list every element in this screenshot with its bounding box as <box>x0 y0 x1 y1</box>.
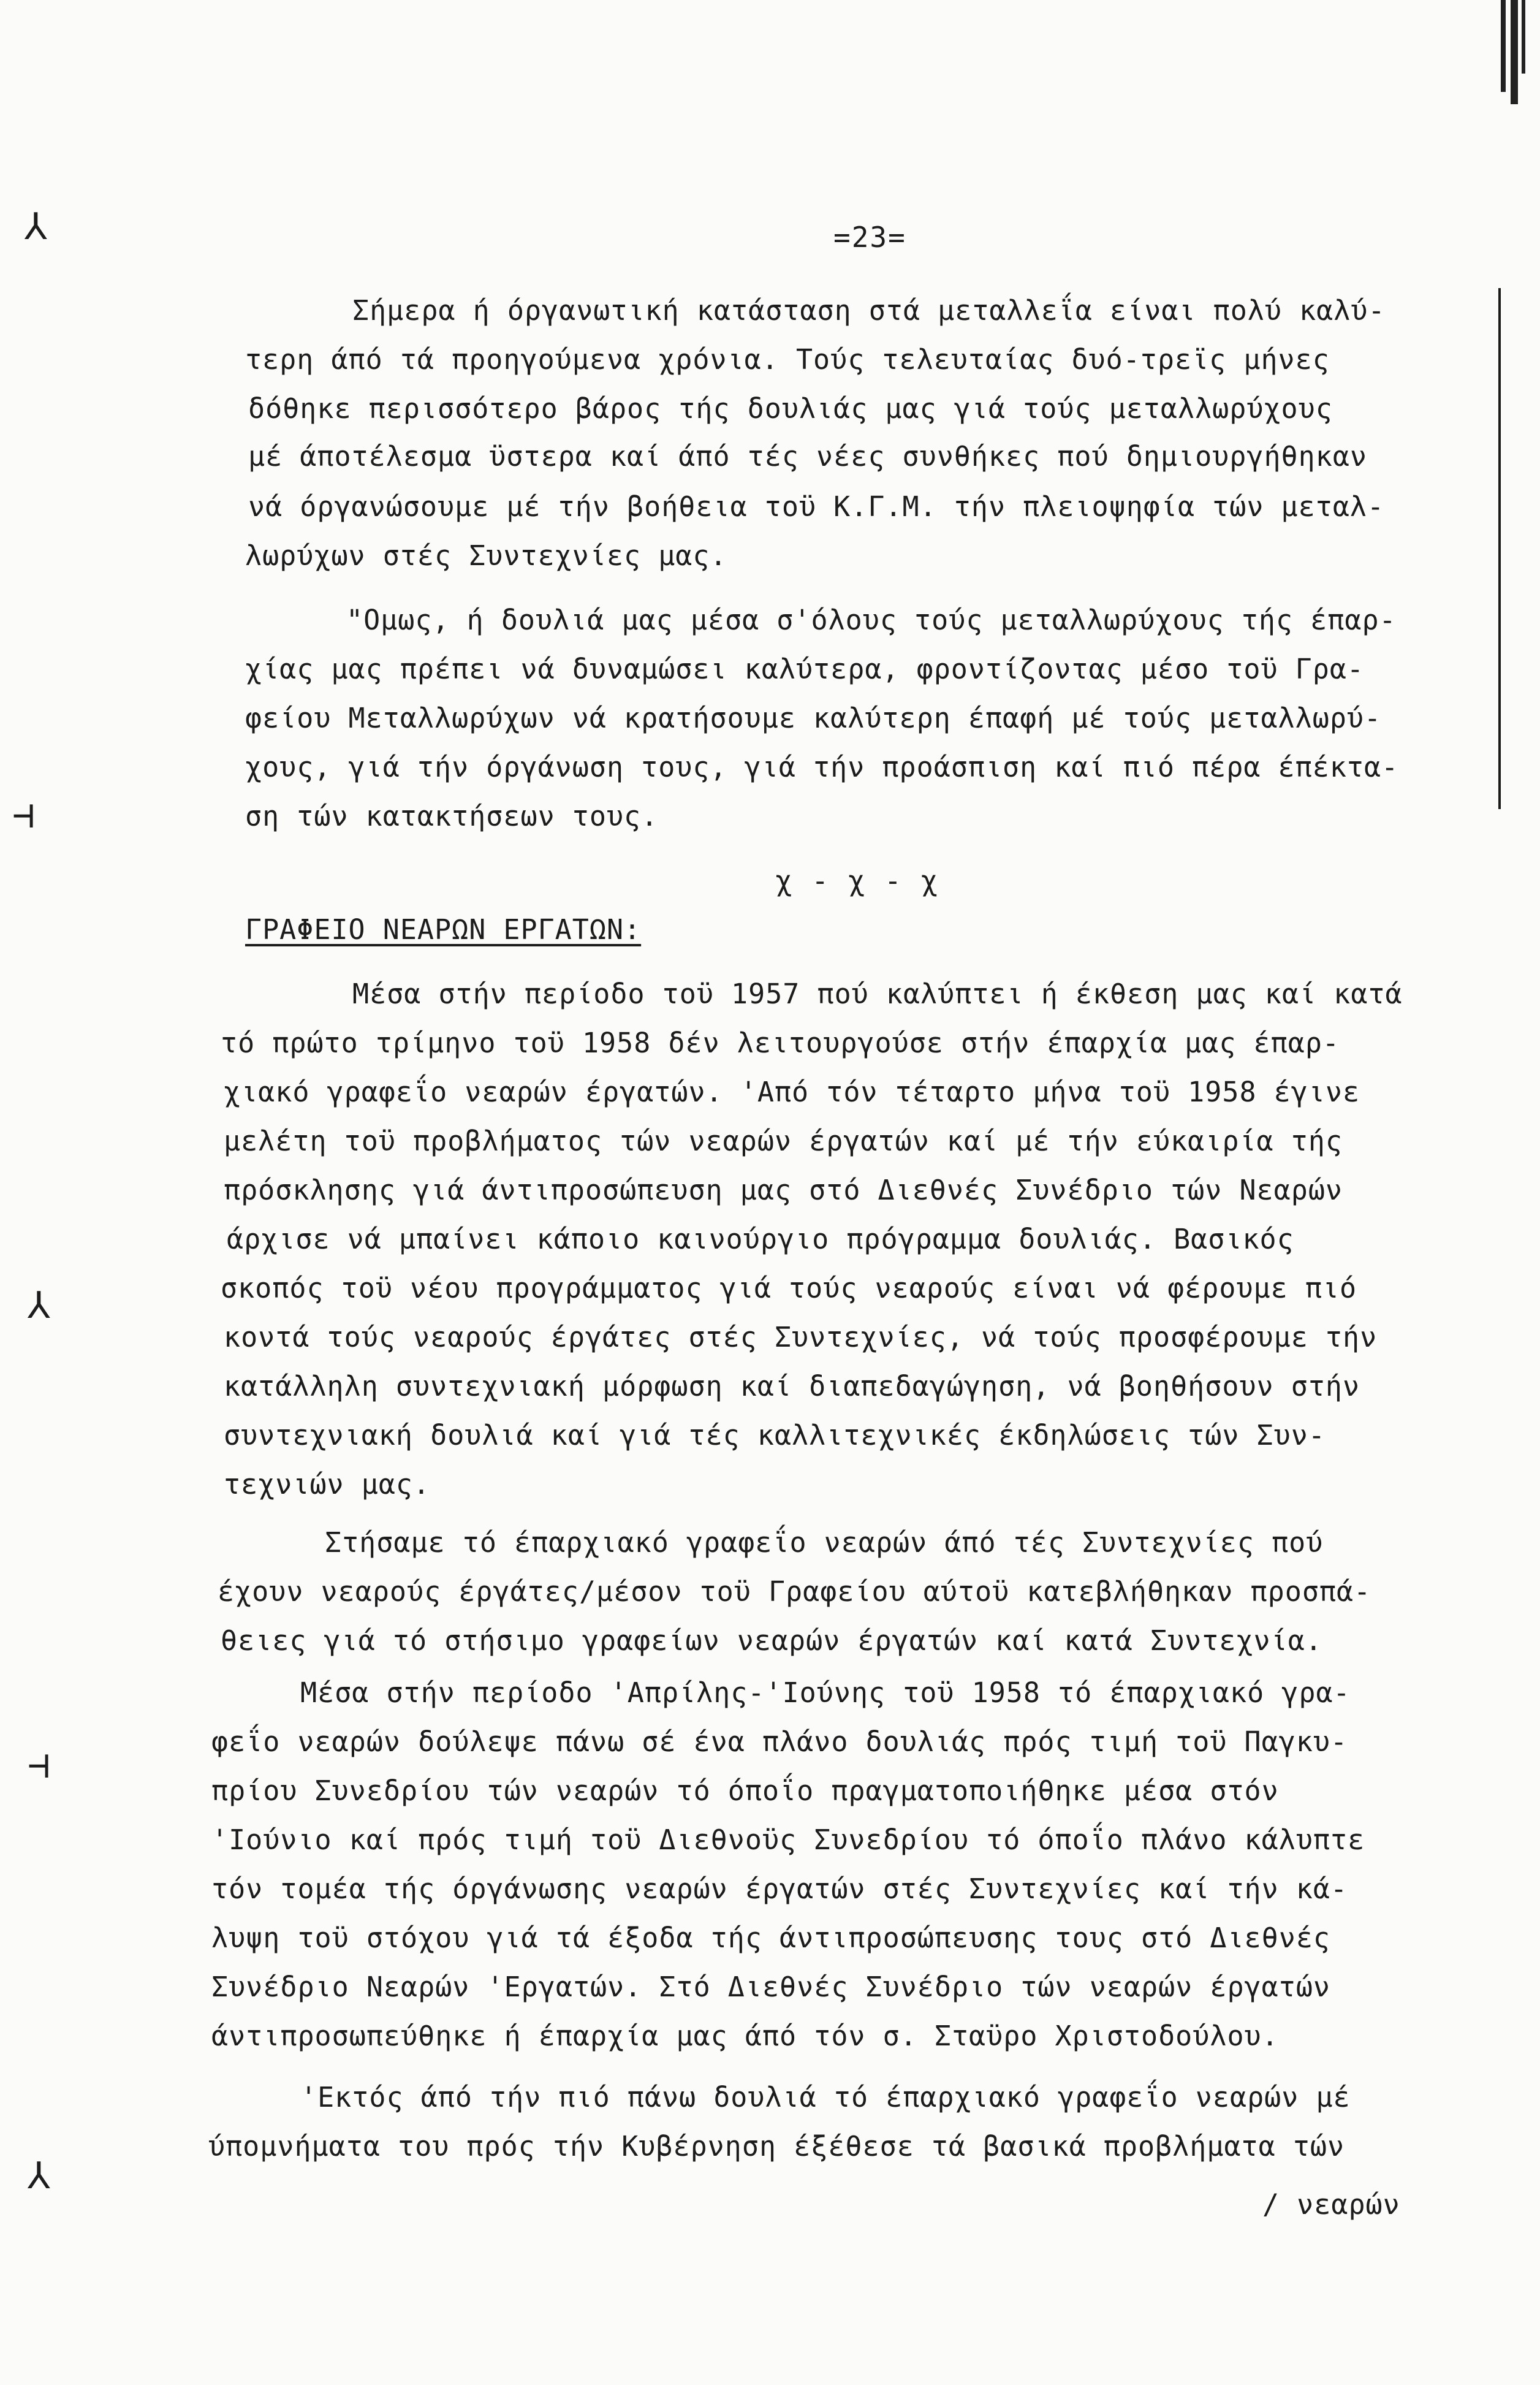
text-line: δόθηκε περισσότερο βάρος τής δουλιάς μας γιά τούς μεταλλωρύχους <box>248 392 1333 425</box>
text-line: Μέσα στήν περίοδο τοϋ 1957 πού καλύπτει ή έκθεση μας καί κατά <box>352 978 1403 1010</box>
left-margin-mark: ⅄ <box>28 2155 50 2197</box>
text-line: Μέσα στήν περίοδο 'Απρίλης-'Ιούνης τοϋ 1958 τό έπαρχιακό γρα- <box>300 1676 1351 1709</box>
text-line: ύπομνήματα του πρός τήν Κυβέρνηση έξέθεσε τά βασικά προβλήματα τών <box>208 2130 1345 2162</box>
right-margin-line <box>1498 288 1501 809</box>
text-line: χιακό γραφεΐο νεαρών έργατών. 'Από τόν τέταρτο μήνα τοϋ 1958 έγινε <box>224 1076 1360 1108</box>
left-margin-mark: ⊣ <box>12 794 35 837</box>
text-line: πρόσκλησης γιά άντιπροσώπευση μας στό Διεθνές Συνέδριο τών Νεαρών <box>224 1174 1343 1206</box>
text-line: φεΐο νεαρών δούλεψε πάνω σέ ένα πλάνο δουλιάς πρός τιμή τοϋ Παγκυ- <box>211 1725 1348 1758</box>
text-line: ση τών κατακτήσεων τους. <box>245 800 659 832</box>
text-line: τεχνιών μας. <box>224 1468 431 1501</box>
text-line: έχουν νεαρούς έργάτες/μέσον τοϋ Γραφείου αύτοϋ κατεβλήθηκαν προσπά- <box>218 1575 1371 1608</box>
text-line: άντιπροσωπεύθηκε ή έπαρχία μας άπό τόν σ. Σταϋρο Χριστοδούλου. <box>211 2020 1279 2052</box>
text-line: λυψη τοϋ στόχου γιά τά έξοδα τής άντιπροσώπευσης τους στό Διεθνές <box>211 1922 1330 1954</box>
section-separator: χ - χ - χ <box>775 864 939 897</box>
text-line: φείου Μεταλλωρύχων νά κρατήσουμε καλύτερη έπαφή μέ τούς μεταλλωρύ- <box>245 702 1382 734</box>
text-line: τόν τομέα τής όργάνωσης νεαρών έργατών στές Συντεχνίες καί τήν κά- <box>211 1873 1348 1905</box>
text-line: τό πρώτο τρίμηνο τοϋ 1958 δέν λειτουργούσε στήν έπαρχία μας έπαρ- <box>221 1027 1340 1059</box>
text-line: θειες γιά τό στήσιμο γραφείων νεαρών έργατών καί κατά Συντεχνία. <box>221 1624 1322 1657</box>
text-line: άρχισε νά μπαίνει κάποιο καινούργιο πρόγραμμα δουλιάς. Βασικός <box>227 1223 1294 1255</box>
text-line: πρίου Συνεδρίου τών νεαρών τό όποΐο πραγματοποιήθηκε μέσα στόν <box>211 1774 1279 1807</box>
text-line: χίας μας πρέπει νά δυναμώσει καλύτερα, φροντίζοντας μέσο τοϋ Γρα- <box>245 653 1364 685</box>
text-line: 'Εκτός άπό τήν πιό πάνω δουλιά τό έπαρχιακό γραφεΐο νεαρών μέ <box>300 2081 1351 2113</box>
text-line: Στήσαμε τό έπαρχιακό γραφεΐο νεαρών άπό τές Συντεχνίες πού <box>325 1526 1324 1559</box>
text-line: Σήμερα ή όργανωτική κατάσταση στά μεταλλεΐα είναι πολύ καλύ- <box>352 294 1386 327</box>
text-line: μέ άποτέλεσμα ϋστερα καί άπό τές νέες συνθήκες πού δημιουργήθηκαν <box>248 440 1367 473</box>
left-margin-mark: ⊣ <box>28 1744 50 1787</box>
section-heading: ΓΡΑΦΕΙΟ ΝΕΑΡΩΝ ΕΡΓΑΤΩΝ: <box>245 913 642 946</box>
binding-edge <box>1497 0 1540 104</box>
left-margin-mark: ⅄ <box>25 205 47 248</box>
text-line: μελέτη τοϋ προβλήματος τών νεαρών έργατών καί μέ τήν εύκαιρία τής <box>224 1125 1343 1157</box>
page-number: =23= <box>833 221 906 254</box>
left-margin-mark: ⅄ <box>28 1284 50 1327</box>
text-line: κατάλληλη συντεχνιακή μόρφωση καί διαπεδαγώγηση, νά βοηθήσουν στήν <box>224 1370 1360 1402</box>
text-line: σκοπός τοϋ νέου προγράμματος γιά τούς νεαρούς είναι νά φέρουμε πιό <box>221 1272 1357 1304</box>
text-line: νά όργανώσουμε μέ τήν βοήθεια τοϋ Κ.Γ.Μ. τήν πλειοψηφία τών μεταλ- <box>248 490 1385 523</box>
continuation-catchword: / νεαρών <box>1262 2188 1400 2221</box>
text-line: λωρύχων στές Συντεχνίες μας. <box>245 539 727 572</box>
text-line: συντεχνιακή δουλιά καί γιά τές καλλιτεχνικές έκδηλώσεις τών Συν- <box>224 1419 1326 1451</box>
text-line: "Ομως, ή δουλιά μας μέσα σ'όλους τούς μεταλλωρύχους τής έπαρ- <box>346 604 1397 636</box>
text-line: κοντά τούς νεαρούς έργάτες στές Συντεχνίες, νά τούς προσφέρουμε τήν <box>224 1321 1378 1353</box>
text-line: Συνέδριο Νεαρών 'Εργατών. Στό Διεθνές Συνέδριο τών νεαρών έργατών <box>211 1971 1330 2003</box>
text-line: τερη άπό τά προηγούμενα χρόνια. Τούς τελευταίας δυό-τρεϊς μήνες <box>245 343 1330 376</box>
text-line: 'Ιούνιο καί πρός τιμή τοϋ Διεθνοϋς Συνεδρίου τό όποΐο πλάνο κάλυπτε <box>211 1824 1365 1856</box>
text-line: χους, γιά τήν όργάνωση τους, γιά τήν προάσπιση καί πιό πέρα έπέκτα- <box>245 751 1399 783</box>
